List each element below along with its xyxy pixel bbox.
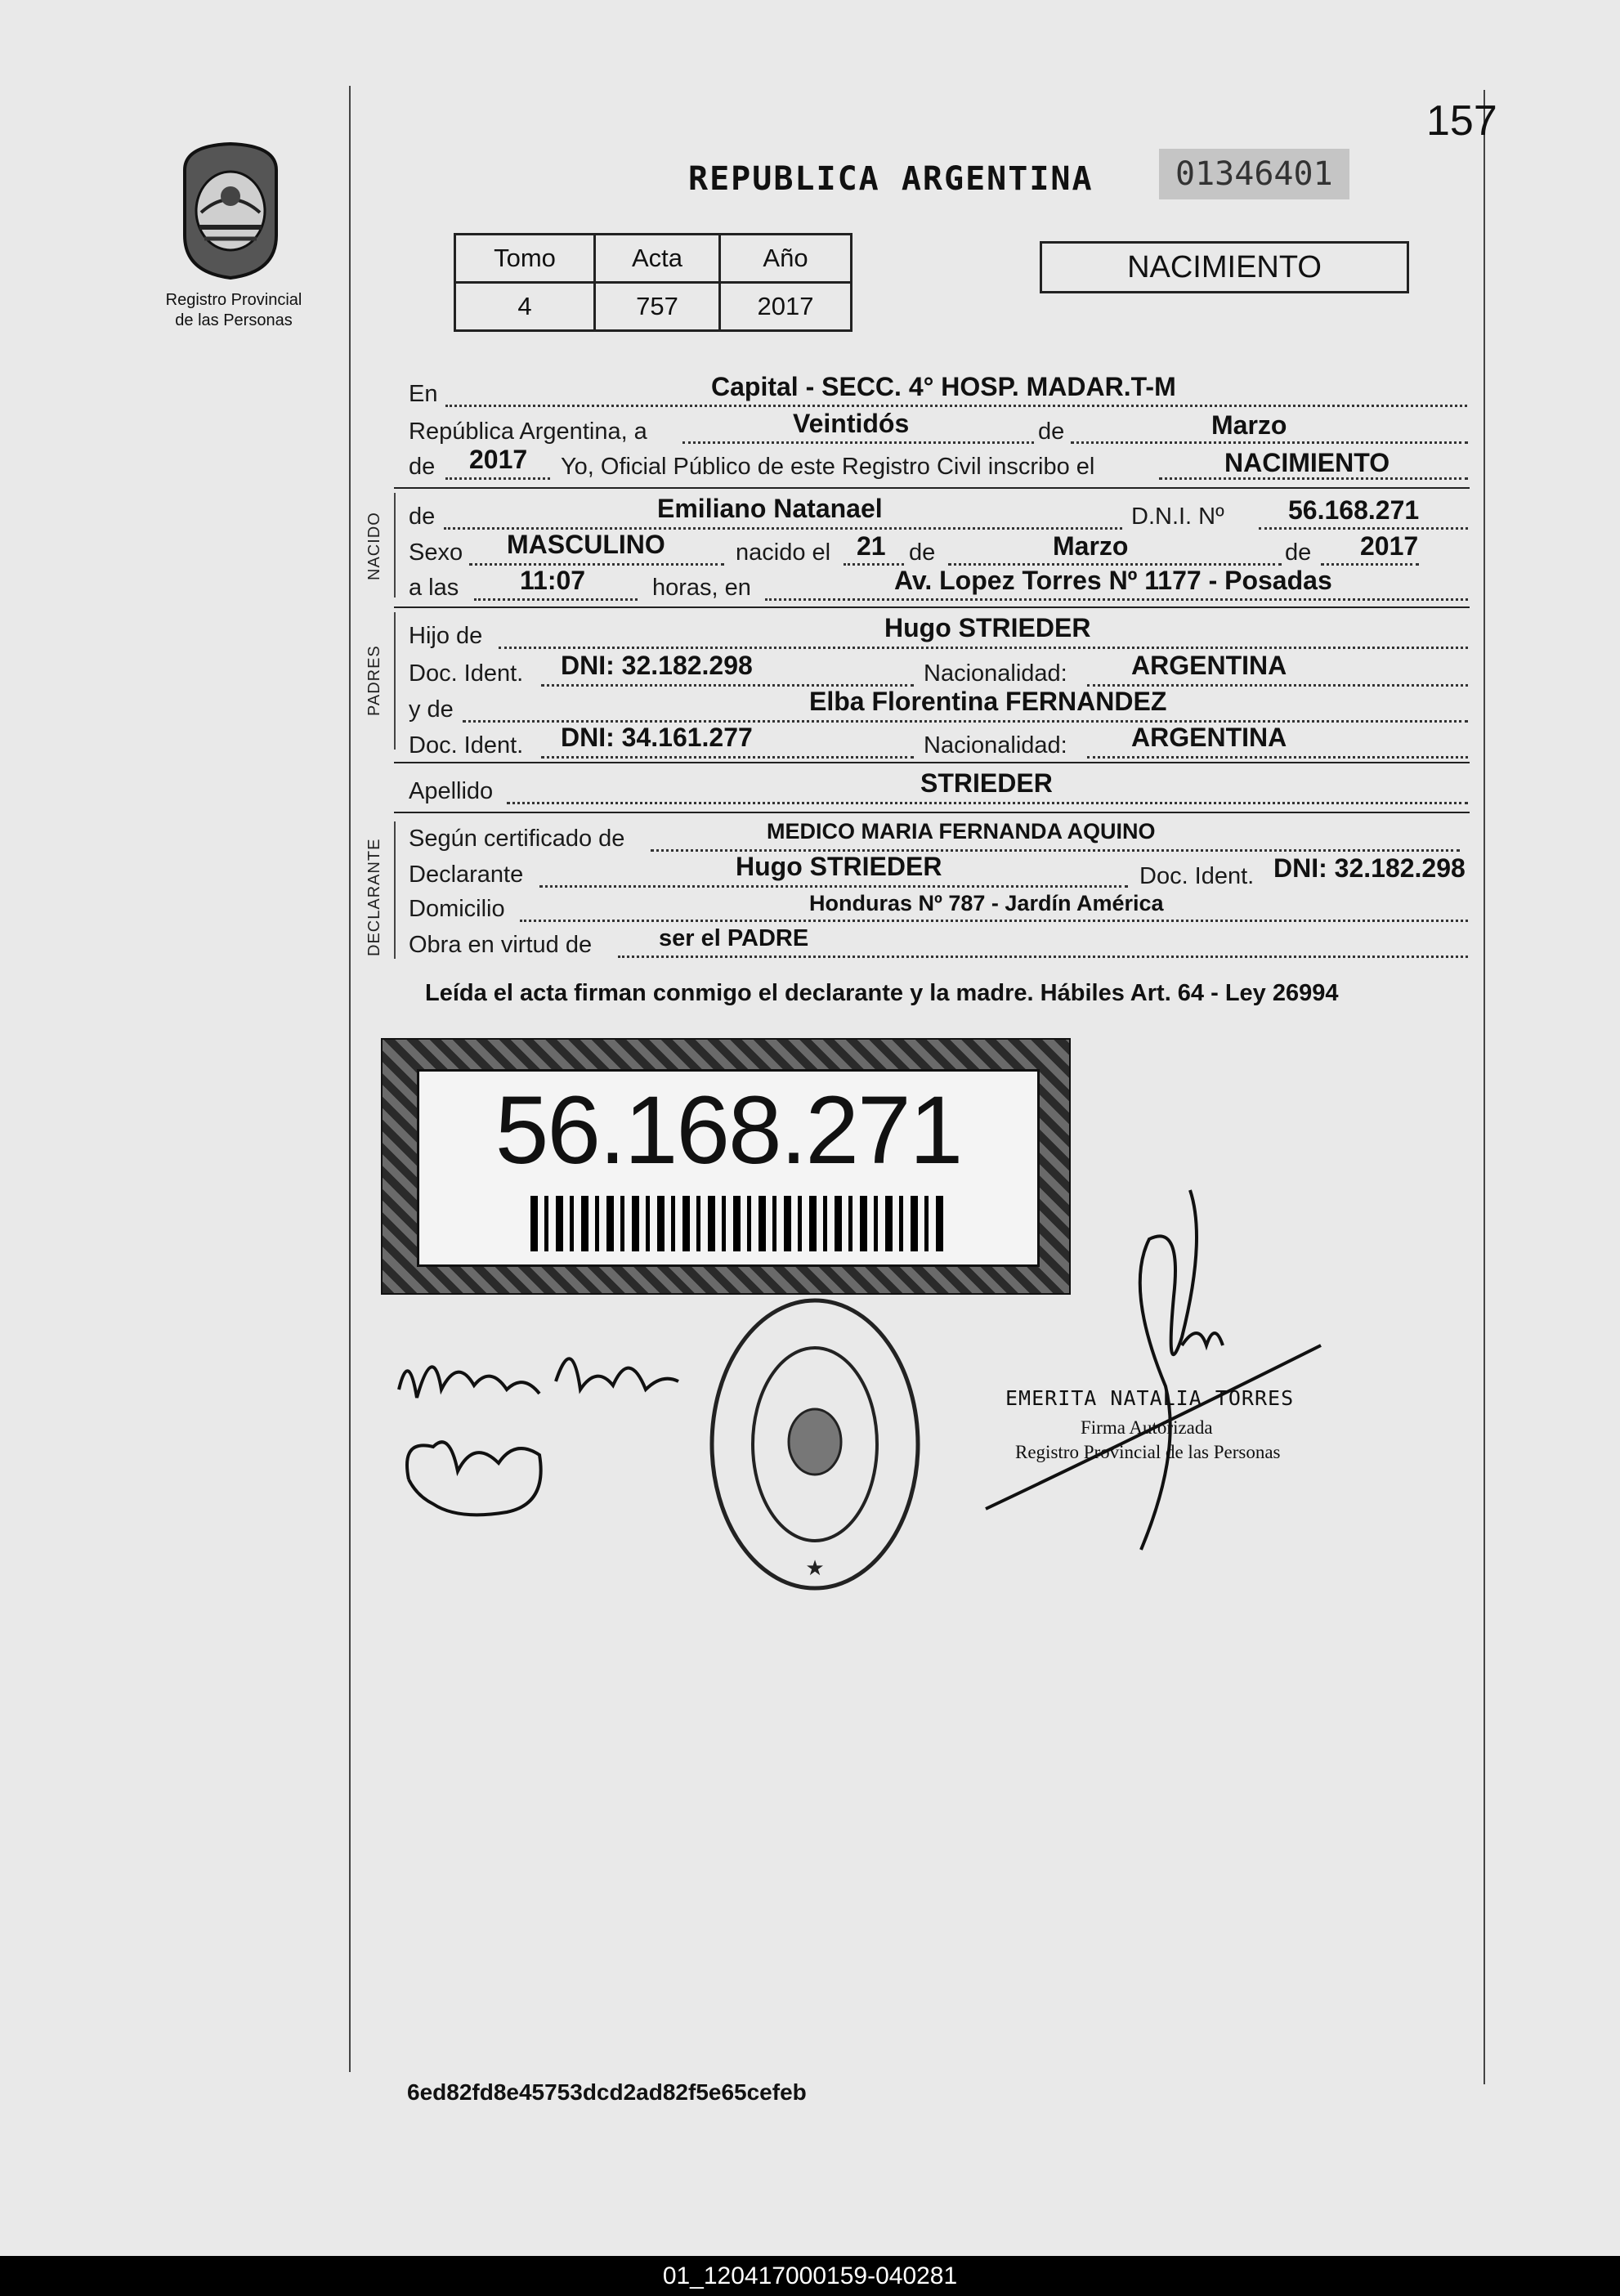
header-anio: Año <box>720 235 852 283</box>
year-dots <box>445 477 550 480</box>
declarante-bar <box>394 821 396 959</box>
child-name: Emiliano Natanael <box>657 494 883 523</box>
padre-nac-label: Nacionalidad: <box>924 660 1067 687</box>
dni-dots <box>1259 527 1468 530</box>
value-anio: 2017 <box>720 283 852 331</box>
document-hash: 6ed82fd8e45753dcd2ad82f5e65cefeb <box>407 2079 807 2105</box>
inscribo-text: Yo, Oficial Público de este Registro Civil inscribo el <box>561 454 1095 480</box>
left-margin-line <box>349 86 351 2072</box>
header-acta: Acta <box>595 235 720 283</box>
divider-2 <box>394 606 1470 608</box>
padre-doc-label: Doc. Ident. <box>409 660 524 687</box>
right-margin-line <box>1484 90 1485 2084</box>
child-sex: MASCULINO <box>507 530 665 559</box>
declarante-section-label: DECLARANTE <box>365 838 383 956</box>
republica-dots <box>682 441 1034 444</box>
declarant-relation: ser el PADRE <box>659 925 809 951</box>
value-tomo: 4 <box>455 283 595 331</box>
official-seal <box>705 1293 925 1596</box>
madre-nac-label: Nacionalidad: <box>924 732 1067 759</box>
divider-1 <box>394 487 1470 489</box>
province-logo <box>168 137 293 283</box>
intro-month: Marzo <box>1211 410 1287 440</box>
father-name: Hugo STRIEDER <box>884 613 1091 642</box>
padres-bar <box>394 612 396 750</box>
birth-day: 21 <box>857 531 886 561</box>
madre-doc-dots <box>541 756 914 759</box>
padre-dots <box>499 647 1468 649</box>
nacido-de3-label: de <box>1285 539 1312 566</box>
declarant-signature <box>384 1316 695 1528</box>
cert-label: Según certificado de <box>409 826 625 852</box>
birth-year: 2017 <box>1360 531 1419 561</box>
madre-nac-dots <box>1087 756 1468 759</box>
file-id-bar: 01_120417000159-040281 <box>0 2256 1620 2296</box>
birth-place: Av. Lopez Torres Nº 1177 - Posadas <box>894 566 1332 595</box>
father-nationality: ARGENTINA <box>1131 651 1287 680</box>
month-dots <box>1071 441 1468 444</box>
alas-label: a las <box>409 575 459 601</box>
id-sticker-label <box>417 1069 1040 1267</box>
sexo-label: Sexo <box>409 539 463 566</box>
apellido-dots <box>507 802 1468 804</box>
signatory-office: Registro Provincial de las Personas <box>1015 1442 1281 1462</box>
mother-name: Elba Florentina FERNANDEZ <box>809 687 1167 716</box>
nacido-el-label: nacido el <box>736 539 831 566</box>
surname: STRIEDER <box>920 768 1053 798</box>
intro-year: 2017 <box>469 445 528 474</box>
en-dots <box>445 405 1467 407</box>
nacido-bar <box>394 493 396 597</box>
id-sticker <box>381 1038 1071 1295</box>
obra-label: Obra en virtud de <box>409 932 593 958</box>
registry-table <box>454 233 853 332</box>
nacido-section-label: NACIDO <box>365 512 383 580</box>
logo-caption-line2: de las Personas <box>175 311 293 329</box>
father-dni: DNI: 32.182.298 <box>561 651 753 680</box>
inscribo-value: NACIMIENTO <box>1224 448 1390 477</box>
madre-doc-label: Doc. Ident. <box>409 732 524 759</box>
certificate-issuer: MEDICO MARIA FERNANDA AQUINO <box>767 819 1156 844</box>
en-value: Capital - SECC. 4° HOSP. MADAR.T-M <box>711 372 1176 401</box>
signatory-name: EMERITA NATALIA TORRES <box>1005 1386 1295 1410</box>
document-type: NACIMIENTO <box>1040 241 1409 293</box>
birth-month: Marzo <box>1053 531 1129 561</box>
birth-year-dots <box>1321 563 1419 566</box>
apellido-label: Apellido <box>409 778 494 804</box>
padres-section-label: PADRES <box>365 645 383 716</box>
hijo-de-label: Hijo de <box>409 623 483 649</box>
nacido-de-label: de <box>409 504 436 530</box>
declarant-dni: DNI: 32.182.298 <box>1273 853 1466 883</box>
country-title: REPUBLICA ARGENTINA <box>688 160 1094 198</box>
barcode <box>530 1196 947 1251</box>
declarante-doc-label: Doc. Ident. <box>1139 863 1255 889</box>
lugar-dots <box>765 598 1468 601</box>
declarant-name: Hugo STRIEDER <box>736 852 942 881</box>
declarante-dots <box>539 885 1128 888</box>
republica-label: República Argentina, a <box>409 418 647 445</box>
reading-note: Leída el acta firman conmigo el declarante y la madre. Hábiles Art. 64 - Ley 26994 <box>425 980 1339 1006</box>
horas-en-label: horas, en <box>652 575 751 601</box>
en-label: En <box>409 381 438 407</box>
mother-nationality: ARGENTINA <box>1131 723 1287 752</box>
header-tomo: Tomo <box>455 235 595 283</box>
mother-dni: DNI: 34.161.277 <box>561 723 753 752</box>
y-de-label: y de <box>409 696 454 723</box>
de-label: de <box>1038 418 1065 445</box>
sexo-dots <box>469 563 724 566</box>
nacido-de2-label: de <box>909 539 936 566</box>
serial-number-stamp: 01346401 <box>1159 149 1349 199</box>
declarant-address: Honduras Nº 787 - Jardín América <box>809 891 1164 915</box>
obra-dots <box>618 956 1468 958</box>
domicilio-label: Domicilio <box>409 896 505 922</box>
id-number: 56.168.271 <box>495 1076 962 1184</box>
domicilio-dots <box>520 920 1468 922</box>
de2-label: de <box>409 454 436 480</box>
declarante-label: Declarante <box>409 862 524 888</box>
child-dni: 56.168.271 <box>1288 495 1420 525</box>
svg-text:★: ★ <box>805 1556 825 1581</box>
signatory-role: Firma Autorizada <box>1081 1417 1213 1438</box>
authority-signature <box>978 1174 1337 1582</box>
logo-caption-line1: Registro Provincial <box>165 291 302 309</box>
page-number: 157 <box>1426 97 1497 145</box>
birth-time: 11:07 <box>520 566 586 595</box>
divider-4 <box>394 812 1470 813</box>
value-acta: 757 <box>595 283 720 331</box>
hora-dots <box>474 598 638 601</box>
dni-label: D.N.I. Nº <box>1131 504 1224 530</box>
divider-3 <box>394 762 1470 763</box>
day-words: Veintidós <box>793 409 910 438</box>
